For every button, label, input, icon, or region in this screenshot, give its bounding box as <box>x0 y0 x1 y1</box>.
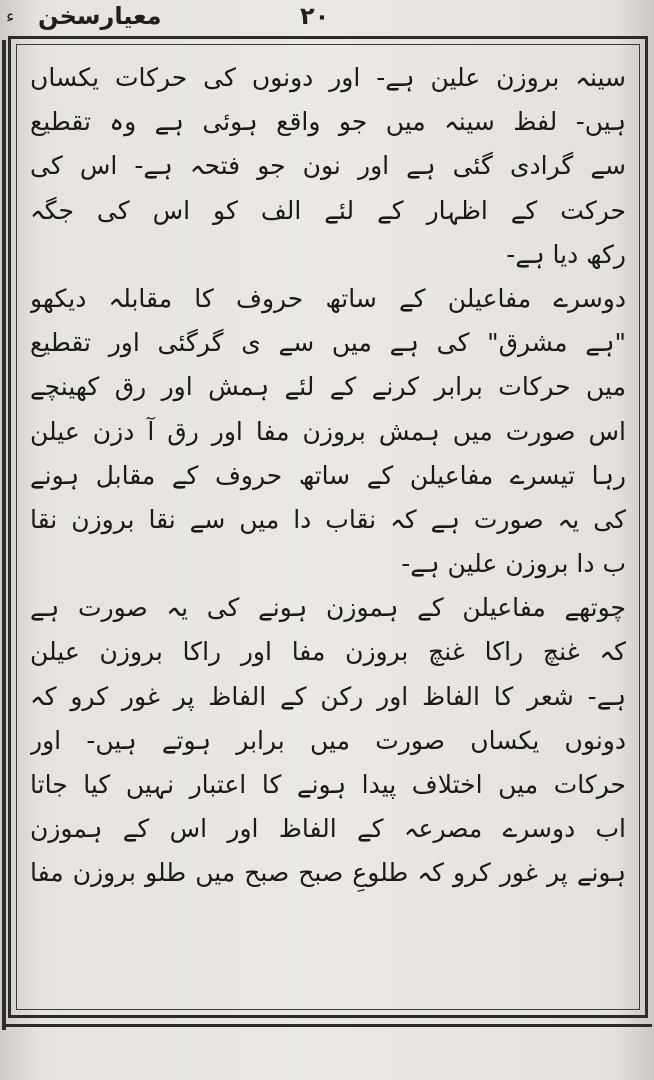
text-line: حرکت کے اظہار کے لئے الف کو اس کی جگہ <box>30 195 626 225</box>
text-line: سینہ بروزن علین ہے- اور دونوں کی حرکات یکساں <box>30 63 626 92</box>
running-title: معیارسخن <box>38 2 162 30</box>
bottom-border-rule <box>4 1024 652 1027</box>
text-line: ب دا بروزن علین ہے- <box>401 549 626 579</box>
text-line: ہے- شعر کا الفاظ اور رکن کے الفاظ پر غور کرو کہ <box>30 681 626 711</box>
text-line: اب دوسرے مصرعہ کے الفاظ اور اس کے ہموزن <box>30 814 626 844</box>
text-line: دوسرے مفاعیلن کے ساتھ حروف کا مقابلہ دیکھو <box>30 283 626 313</box>
text-line: ہیں- لفظ سینہ میں جو واقع ہوئی ہے وہ تقطیع <box>30 107 626 137</box>
text-line: میں حرکات برابر کرنے کے لئے ہمش اور رق کھینچے <box>30 372 626 402</box>
text-line: کہ غنچ راکا غنچ بروزن مفا اور راکا بروزن عیلن <box>30 637 626 667</box>
text-line: اس صورت میں ہمش بروزن مفا اور رق آ دزن عیلن <box>30 416 626 446</box>
text-line: کی یہ صورت ہے کہ نقاب دا میں سے نقا بروزن نقا <box>30 504 626 534</box>
text-line: دونوں یکساں صورت میں برابر ہوتے ہیں- اور <box>30 725 626 755</box>
text-line: ہونے پر غور کرو کہ طلوعِ صبح صبح میں طلو بروزن مفا <box>30 858 626 888</box>
page-number: ۲۰ <box>300 2 330 30</box>
text-line: چوتھے مفاعیلن کے ہموزن ہونے کی یہ صورت ہے <box>30 593 626 623</box>
text-line: "ہے مشرق" کی ہے میں سے ی گرگئی اور تقطیع <box>30 328 626 358</box>
text-line: سے گرادی گئی ہے اور نون جو فتحہ ہے- اس کی <box>30 151 626 181</box>
body-text <box>30 56 626 996</box>
text-line: رکھ دیا ہے- <box>506 239 626 269</box>
header-corner-mark: ء <box>6 6 15 27</box>
text-line: رہا تیسرے مفاعیلن کے ساتھ حروف کے مقابل ہونے <box>30 460 626 490</box>
text-line: حرکات میں اختلاف پیدا ہونے کا اعتبار نہیں کیا جاتا <box>30 770 626 799</box>
page-header <box>0 0 654 40</box>
left-border-rule <box>2 40 6 1030</box>
